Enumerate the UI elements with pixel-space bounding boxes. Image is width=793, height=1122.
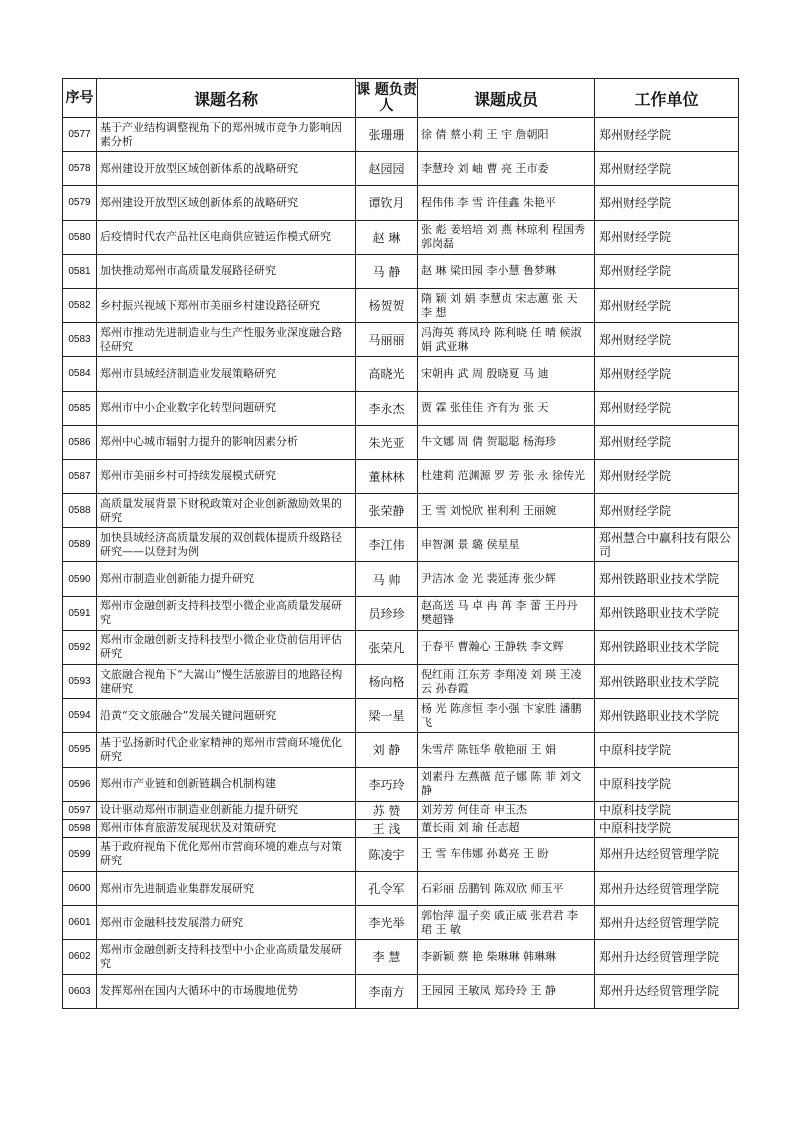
project-leader-cell: 谭钦月 xyxy=(356,186,418,220)
project-title-cell: 文旅融合视角下“大嵩山”慢生活旅游目的地路径构建研究 xyxy=(97,665,356,699)
work-unit-cell: 郑州财经学院 xyxy=(595,357,739,391)
serial-number-cell: 0600 xyxy=(63,871,97,905)
project-leader-cell: 李南方 xyxy=(356,974,418,1008)
project-leader-cell: 员珍珍 xyxy=(356,596,418,630)
work-unit-cell: 郑州升达经贸管理学院 xyxy=(595,974,739,1008)
project-title-cell: 郑州市先进制造业集群发展研究 xyxy=(97,871,356,905)
serial-number-cell: 0578 xyxy=(63,152,97,186)
project-members-cell: 冯海英 蒋凤玲 陈利晓 任 晴 候淑娟 武亚琳 xyxy=(418,323,595,357)
serial-number-cell: 0594 xyxy=(63,699,97,733)
serial-number-cell: 0602 xyxy=(63,940,97,974)
header-project-leader: 课 题负责人 xyxy=(356,79,418,118)
project-leader-cell: 杨贺贺 xyxy=(356,288,418,322)
serial-number-cell: 0603 xyxy=(63,974,97,1008)
work-unit-cell: 中原科技学院 xyxy=(595,801,739,819)
work-unit-cell: 郑州铁路职业技术学院 xyxy=(595,699,739,733)
project-title-cell: 郑州建设开放型区域创新体系的战略研究 xyxy=(97,152,356,186)
table-row xyxy=(63,665,739,699)
serial-number-cell: 0587 xyxy=(63,459,97,493)
table-row xyxy=(63,288,739,322)
project-members-cell: 李新颖 蔡 艳 柴琳琳 韩琳琳 xyxy=(418,940,595,974)
table-row xyxy=(63,562,739,596)
header-project-members: 课题成员 xyxy=(418,79,595,118)
work-unit-cell: 郑州升达经贸管理学院 xyxy=(595,871,739,905)
table-row xyxy=(63,630,739,664)
work-unit-cell: 郑州财经学院 xyxy=(595,323,739,357)
work-unit-cell: 郑州财经学院 xyxy=(595,391,739,425)
project-title-cell: 郑州市县域经济制造业发展策略研究 xyxy=(97,357,356,391)
table-row xyxy=(63,494,739,528)
work-unit-cell: 郑州财经学院 xyxy=(595,254,739,288)
work-unit-cell: 郑州财经学院 xyxy=(595,459,739,493)
project-leader-cell: 李永杰 xyxy=(356,391,418,425)
serial-number-cell: 0592 xyxy=(63,630,97,664)
work-unit-cell: 中原科技学院 xyxy=(595,733,739,767)
project-title-cell: 郑州市金融创新支持科技型小微企业贷前信用评估研究 xyxy=(97,630,356,664)
project-leader-cell: 赵园园 xyxy=(356,152,418,186)
project-title-cell: 乡村振兴视域下郑州市美丽乡村建设路径研究 xyxy=(97,288,356,322)
serial-number-cell: 0593 xyxy=(63,665,97,699)
project-title-cell: 郑州市金融创新支持科技型中小企业高质量发展研究 xyxy=(97,940,356,974)
table-row xyxy=(63,459,739,493)
project-members-cell: 徐 倩 蔡小莉 王 宇 詹朝阳 xyxy=(418,118,595,152)
project-leader-cell: 刘 静 xyxy=(356,733,418,767)
project-leader-cell: 赵 琳 xyxy=(356,220,418,254)
project-leader-cell: 李巧玲 xyxy=(356,767,418,801)
project-members-cell: 王 雪 车伟娜 孙葛亮 王 盼 xyxy=(418,837,595,871)
table-row xyxy=(63,528,739,562)
table-row xyxy=(63,254,739,288)
project-title-cell: 郑州市推动先进制造业与生产性服务业深度融合路径研究 xyxy=(97,323,356,357)
project-members-cell: 宋朝冉 武 周 殷晓夏 马 迪 xyxy=(418,357,595,391)
project-leader-cell: 董林林 xyxy=(356,459,418,493)
project-members-cell: 赵高送 马 卓 冉 苒 李 蕾 王丹丹 樊超锋 xyxy=(418,596,595,630)
serial-number-cell: 0582 xyxy=(63,288,97,322)
project-members-cell: 于春平 曹瀚心 王静轶 李文辉 xyxy=(418,630,595,664)
serial-number-cell: 0598 xyxy=(63,819,97,837)
work-unit-cell: 郑州铁路职业技术学院 xyxy=(595,562,739,596)
work-unit-cell: 郑州财经学院 xyxy=(595,152,739,186)
work-unit-cell: 郑州财经学院 xyxy=(595,220,739,254)
table-row xyxy=(63,391,739,425)
project-title-cell: 基于弘扬新时代企业家精神的郑州市营商环境优化研究 xyxy=(97,733,356,767)
serial-number-cell: 0581 xyxy=(63,254,97,288)
table-row xyxy=(63,357,739,391)
work-unit-cell: 郑州慧合中赢科技有限公司 xyxy=(595,528,739,562)
project-title-cell: 发挥郑州在国内大循环中的市场腹地优势 xyxy=(97,974,356,1008)
project-title-cell: 郑州建设开放型区域创新体系的战略研究 xyxy=(97,186,356,220)
serial-number-cell: 0585 xyxy=(63,391,97,425)
table-row xyxy=(63,118,739,152)
table-row xyxy=(63,767,739,801)
project-members-cell: 尹洁冰 金 光 裴延涛 张少辉 xyxy=(418,562,595,596)
work-unit-cell: 郑州铁路职业技术学院 xyxy=(595,596,739,630)
project-members-cell: 朱雪芹 陈钰华 敬艳丽 王 娟 xyxy=(418,733,595,767)
serial-number-cell: 0590 xyxy=(63,562,97,596)
table-row xyxy=(63,425,739,459)
work-unit-cell: 郑州财经学院 xyxy=(595,186,739,220)
header-work-unit: 工作单位 xyxy=(595,79,739,118)
table-row xyxy=(63,837,739,871)
project-members-cell: 申智渊 景 璐 侯星星 xyxy=(418,528,595,562)
project-members-cell: 杜建莉 范渊源 罗 芳 张 永 徐传光 xyxy=(418,459,595,493)
project-title-cell: 高质量发展背景下财税政策对企业创新激励效果的研究 xyxy=(97,494,356,528)
work-unit-cell: 郑州财经学院 xyxy=(595,494,739,528)
project-members-cell: 郭怡萍 温子奕 戚正威 张君君 李 珺 王 敏 xyxy=(418,906,595,940)
project-members-cell: 王 雪 刘悦欣 崔利利 王丽婉 xyxy=(418,494,595,528)
project-members-cell: 牛文娜 周 倩 贺聪聪 杨海珍 xyxy=(418,425,595,459)
table-row xyxy=(63,801,739,819)
project-leader-cell: 高晓光 xyxy=(356,357,418,391)
project-leader-cell: 马 帅 xyxy=(356,562,418,596)
project-leader-cell: 马 静 xyxy=(356,254,418,288)
project-leader-cell: 孔令军 xyxy=(356,871,418,905)
serial-number-cell: 0588 xyxy=(63,494,97,528)
project-members-cell: 刘芳芳 何佳奇 申玉杰 xyxy=(418,801,595,819)
work-unit-cell: 中原科技学院 xyxy=(595,819,739,837)
header-project-title: 课题名称 xyxy=(97,79,356,118)
project-members-cell: 王园园 王敏凤 郑玲玲 王 静 xyxy=(418,974,595,1008)
serial-number-cell: 0586 xyxy=(63,425,97,459)
project-members-cell: 董长雨 刘 瑜 任志超 xyxy=(418,819,595,837)
serial-number-cell: 0577 xyxy=(63,118,97,152)
serial-number-cell: 0580 xyxy=(63,220,97,254)
project-leader-cell: 苏 赞 xyxy=(356,801,418,819)
table-row xyxy=(63,699,739,733)
project-title-cell: 郑州市金融创新支持科技型小微企业高质量发展研究 xyxy=(97,596,356,630)
project-title-cell: 郑州市中小企业数字化转型问题研究 xyxy=(97,391,356,425)
project-members-cell: 张 彪 姜培培 刘 燕 林琼利 程国秀 郭岗磊 xyxy=(418,220,595,254)
project-list-sheet xyxy=(62,78,738,1009)
project-leader-cell: 马丽丽 xyxy=(356,323,418,357)
project-title-cell: 沿黄“交文旅融合”发展关键问题研究 xyxy=(97,699,356,733)
project-members-cell: 李慧玲 刘 岫 曹 亮 王市委 xyxy=(418,152,595,186)
table-row xyxy=(63,323,739,357)
work-unit-cell: 郑州升达经贸管理学院 xyxy=(595,837,739,871)
table-body xyxy=(63,118,739,1009)
project-leader-cell: 李光举 xyxy=(356,906,418,940)
header-serial-number: 序号 xyxy=(63,79,97,118)
table-row xyxy=(63,906,739,940)
project-members-cell: 石彩丽 岳鹏钊 陈双欣 师玉平 xyxy=(418,871,595,905)
project-leader-cell: 杨向格 xyxy=(356,665,418,699)
work-unit-cell: 中原科技学院 xyxy=(595,767,739,801)
work-unit-cell: 郑州铁路职业技术学院 xyxy=(595,630,739,664)
serial-number-cell: 0596 xyxy=(63,767,97,801)
table-row xyxy=(63,819,739,837)
table-row xyxy=(63,733,739,767)
work-unit-cell: 郑州升达经贸管理学院 xyxy=(595,940,739,974)
serial-number-cell: 0599 xyxy=(63,837,97,871)
project-members-cell: 程伟伟 李 雪 许佳鑫 朱艳平 xyxy=(418,186,595,220)
project-leader-cell: 梁一星 xyxy=(356,699,418,733)
project-leader-cell: 朱光亚 xyxy=(356,425,418,459)
project-leader-cell: 王 浅 xyxy=(356,819,418,837)
serial-number-cell: 0589 xyxy=(63,528,97,562)
project-members-cell: 隋 颖 刘 娟 李慧贞 宋志蕙 张 天 李 想 xyxy=(418,288,595,322)
table-row xyxy=(63,596,739,630)
project-table xyxy=(62,78,739,1009)
project-leader-cell: 李江伟 xyxy=(356,528,418,562)
project-title-cell: 郑州市制造业创新能力提升研究 xyxy=(97,562,356,596)
project-leader-cell: 陈凌宇 xyxy=(356,837,418,871)
project-members-cell: 赵 琳 梁田园 李小慧 鲁梦琳 xyxy=(418,254,595,288)
project-title-cell: 后疫情时代农产品社区电商供应链运作模式研究 xyxy=(97,220,356,254)
table-row xyxy=(63,974,739,1008)
project-leader-cell: 李 慧 xyxy=(356,940,418,974)
table-row xyxy=(63,186,739,220)
work-unit-cell: 郑州铁路职业技术学院 xyxy=(595,665,739,699)
project-title-cell: 基于产业结构调整视角下的郑州城市竞争力影响因素分析 xyxy=(97,118,356,152)
project-title-cell: 郑州市金融科技发展潜力研究 xyxy=(97,906,356,940)
serial-number-cell: 0591 xyxy=(63,596,97,630)
project-title-cell: 加快推动郑州市高质量发展路径研究 xyxy=(97,254,356,288)
project-members-cell: 贾 霖 张佳佳 齐有为 张 天 xyxy=(418,391,595,425)
table-row xyxy=(63,871,739,905)
project-title-cell: 郑州市产业链和创新链耦合机制构建 xyxy=(97,767,356,801)
project-title-cell: 基于政府视角下优化郑州市营商环境的难点与对策研究 xyxy=(97,837,356,871)
serial-number-cell: 0583 xyxy=(63,323,97,357)
serial-number-cell: 0579 xyxy=(63,186,97,220)
project-leader-cell: 张荣静 xyxy=(356,494,418,528)
serial-number-cell: 0595 xyxy=(63,733,97,767)
project-members-cell: 倪红雨 江东芳 李翔凌 刘 瑛 王凌云 孙春霞 xyxy=(418,665,595,699)
table-header-row xyxy=(63,79,739,118)
serial-number-cell: 0584 xyxy=(63,357,97,391)
project-members-cell: 杨 光 陈彦恒 李小强 卞家胜 潘鹏飞 xyxy=(418,699,595,733)
serial-number-cell: 0601 xyxy=(63,906,97,940)
work-unit-cell: 郑州财经学院 xyxy=(595,288,739,322)
work-unit-cell: 郑州升达经贸管理学院 xyxy=(595,906,739,940)
project-members-cell: 刘素丹 左燕薇 范子娜 陈 菲 刘文静 xyxy=(418,767,595,801)
project-title-cell: 郑州市体育旅游发展现状及对策研究 xyxy=(97,819,356,837)
table-row xyxy=(63,152,739,186)
project-leader-cell: 张荣凡 xyxy=(356,630,418,664)
project-title-cell: 加快县域经济高质量发展的双创载体提质升级路径研究——以登封为例 xyxy=(97,528,356,562)
work-unit-cell: 郑州财经学院 xyxy=(595,118,739,152)
project-leader-cell: 张珊珊 xyxy=(356,118,418,152)
project-title-cell: 设计驱动郑州市制造业创新能力提升研究 xyxy=(97,801,356,819)
table-row xyxy=(63,220,739,254)
project-title-cell: 郑州市美丽乡村可持续发展模式研究 xyxy=(97,459,356,493)
table-row xyxy=(63,940,739,974)
serial-number-cell: 0597 xyxy=(63,801,97,819)
project-title-cell: 郑州中心城市辐射力提升的影响因素分析 xyxy=(97,425,356,459)
work-unit-cell: 郑州财经学院 xyxy=(595,425,739,459)
